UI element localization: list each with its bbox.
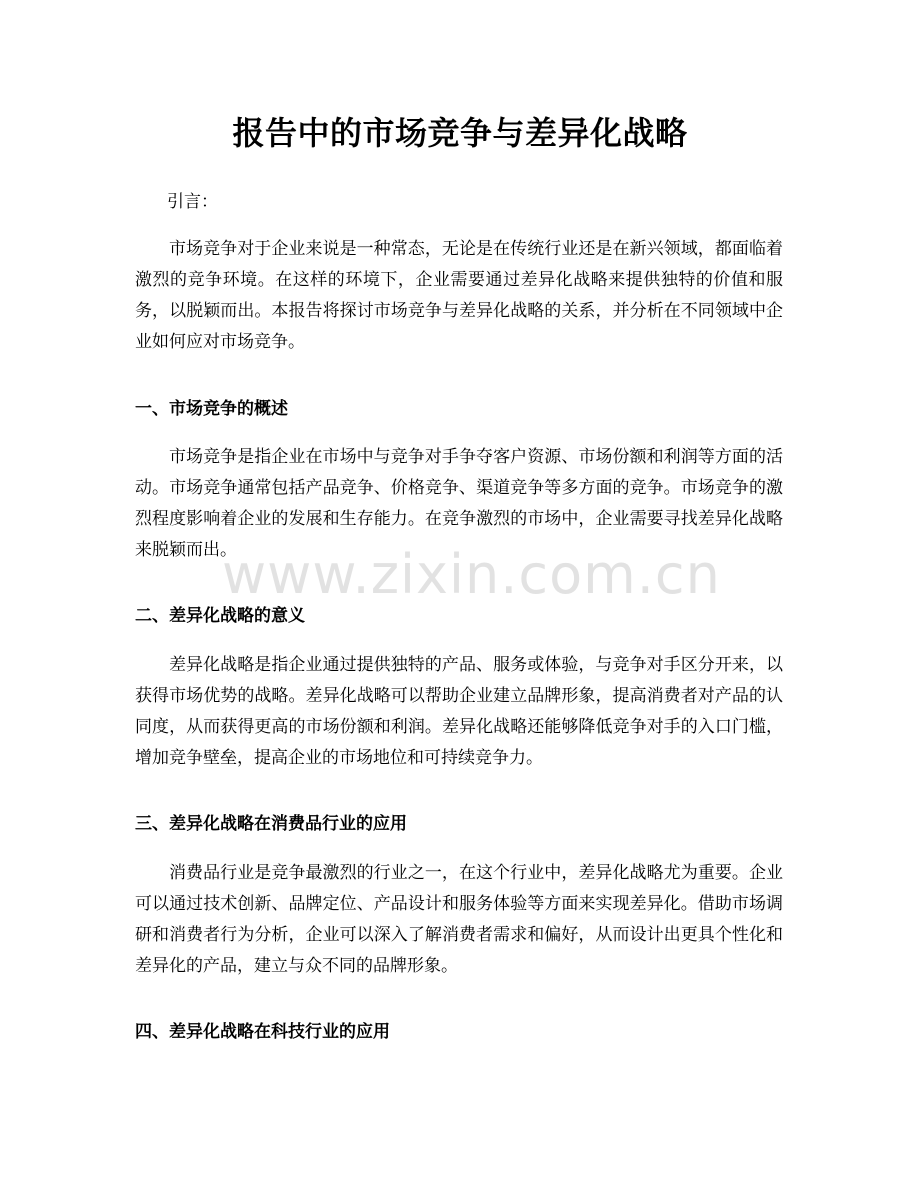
page-title: 报告中的市场竞争与差异化战略: [232, 114, 688, 152]
section-paragraph-2: 差异化战略是指企业通过提供独特的产品、服务或体验，与竞争对手区分开来，以获得市场优势的战略。差异化战略可以帮助企业建立品牌形象，提高消费者对产品的认同度，从而获得更高的市场份额和利润。差异化战略还能够降低竞争对手的入口门槛，增加竞争壁垒，提高企业的市场地位和可持续竞争力。: [135, 655, 783, 768]
watermark: www.zixin.com.cn: [222, 543, 721, 606]
section-heading-1: 一、市场竞争的概述: [135, 399, 288, 419]
section-heading-2: 二、差异化战略的意义: [135, 606, 305, 626]
section-heading-4: 四、差异化战略在科技行业的应用: [135, 1022, 390, 1042]
intro-paragraph: 市场竞争对于企业来说是一种常态，无论是在传统行业还是在新兴领域，都面临着激烈的竞争环境。在这样的环境下，企业需要通过差异化战略来提供独特的价值和服务，以脱颖而出。本报告将探讨市场竞争与差异化战略的关系，并分析在不同领域中企业如何应对市场竞争。: [135, 239, 783, 352]
section-paragraph-1: 市场竞争是指企业在市场中与竞争对手争夺客户资源、市场份额和利润等方面的活动。市场竞争通常包括产品竞争、价格竞争、渠道竞争等多方面的竞争。市场竞争的激烈程度影响着企业的发展和生存能力。在竞争激烈的市场中，企业需要寻找差异化战略来脱颖而出。: [135, 447, 783, 560]
section-paragraph-3: 消费品行业是竞争最激烈的行业之一，在这个行业中，差异化战略尤为重要。企业可以通过技术创新、品牌定位、产品设计和服务体验等方面来实现差异化。借助市场调研和消费者行为分析，企业可以深入了解消费者需求和偏好，从而设计出更具个性化和差异化的产品，建立与众不同的品牌形象。: [135, 863, 783, 976]
intro-label: 引言：: [167, 192, 218, 212]
section-heading-3: 三、差异化战略在消费品行业的应用: [135, 814, 407, 834]
